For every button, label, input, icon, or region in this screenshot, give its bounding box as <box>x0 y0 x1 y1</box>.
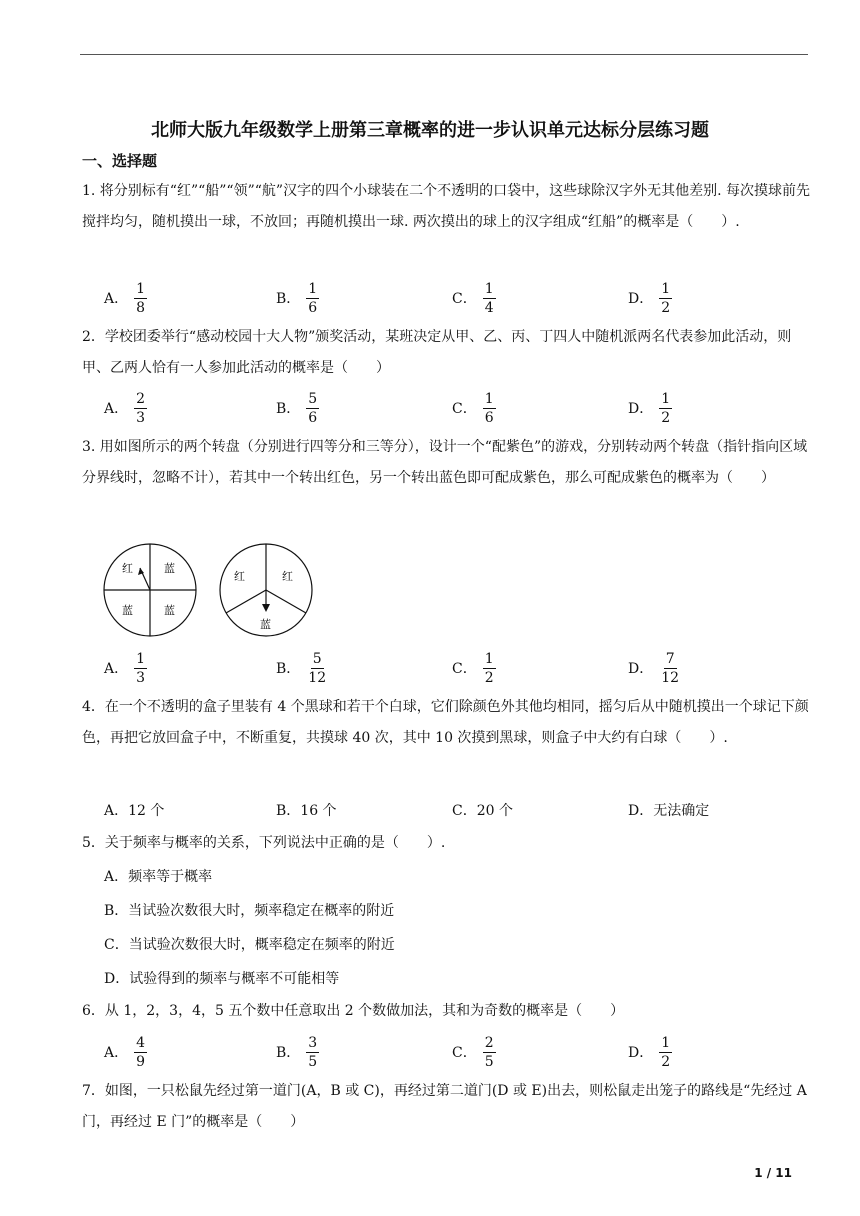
option-d <box>628 646 681 690</box>
fraction: $\frac{1}{8}$ <box>136 280 146 316</box>
option-c <box>452 276 496 320</box>
option-a <box>104 646 147 690</box>
question-2-text: 2．学校团委举行“感动校园十大人物”颁奖活动，某班决定从甲、乙、丙、丁四人中随机派两名代表参加此活动，则甲、乙两人恰有一人参加此活动的概率是（ ） <box>82 329 792 376</box>
option-d <box>628 386 672 430</box>
option-d: D． 无法确定 <box>628 803 710 819</box>
sector-label: 蓝 <box>122 604 133 617</box>
fraction: $\frac{2}{3}$ <box>136 390 146 426</box>
option-label: B． <box>276 401 301 417</box>
fraction: $\frac{1}{3}$ <box>136 650 146 686</box>
option-label: C． <box>452 291 477 307</box>
option-label: D． <box>628 1045 654 1061</box>
option-label: B． <box>276 291 301 307</box>
option-label: A． <box>104 1045 129 1061</box>
option-label: C． <box>452 1045 477 1061</box>
fraction: $\frac{7}{12}$ <box>661 650 680 686</box>
option-a <box>104 386 147 430</box>
question-7-text: 7．如图，一只松鼠先经过第一道门(A，B 或 C)，再经过第二道门(D 或 E)出去，则松鼠走出笼子的路线是“先经过 A 门，再经过 E 门”的概率是（ ） <box>82 1083 807 1130</box>
option-a: A． 12 个 <box>104 803 165 819</box>
sector-label: 红 <box>282 570 293 583</box>
option-d <box>628 1030 672 1074</box>
option-c: C． 20 个 <box>452 803 513 819</box>
fraction: $\frac{1}{2}$ <box>661 1034 671 1070</box>
option-label: D． <box>628 401 654 417</box>
option-label: D． <box>628 661 654 677</box>
option-d <box>628 276 672 320</box>
option-b: B．当试验次数很大时，频率稳定在概率的附近 <box>104 903 395 919</box>
sector-label: 蓝 <box>164 562 175 575</box>
question-4-text: 4．在一个不透明的盒子里装有 4 个黑球和若干个白球，它们除颜色外其他均相同，摇匀后从中随机摸出一个球记下颜色，再把它放回盒子中，不断重复，共摸球 40 次，其中 10 次摸到黑球，则盒子中大约有白球（ ）. <box>82 699 809 746</box>
option-d: D．试验得到的频率与概率不可能相等 <box>104 971 340 987</box>
question-6-options <box>104 1030 804 1074</box>
question-2-options <box>104 386 804 430</box>
fraction: $\frac{1}{2}$ <box>484 650 494 686</box>
option-label: B． <box>276 1045 301 1061</box>
option-c <box>452 1030 496 1074</box>
option-label: C． <box>452 401 477 417</box>
option-b: B． 16 个 <box>276 803 337 819</box>
option-c: C．当试验次数很大时，概率稳定在频率的附近 <box>104 937 395 953</box>
sector-label: 红 <box>234 570 245 583</box>
fraction: $\frac{1}{6}$ <box>308 280 318 316</box>
option-a <box>104 1030 147 1074</box>
option-b <box>276 386 319 430</box>
question-4-options <box>104 788 804 832</box>
option-label: C． <box>452 661 477 677</box>
spinner-figure <box>100 540 320 640</box>
question-5-text: 5．关于频率与概率的关系，下列说法中正确的是（ ）. <box>82 835 446 851</box>
document-title: 北师大版九年级数学上册第三章概率的进一步认识单元达标分层练习题 <box>151 120 709 141</box>
fraction: $\frac{1}{2}$ <box>661 390 671 426</box>
option-label: A． <box>104 291 129 307</box>
fraction: $\frac{2}{5}$ <box>484 1034 494 1070</box>
question-3-text: 3. 用如图所示的两个转盘（分别进行四等分和三等分），设计一个“配紫色”的游戏，分别转动两个转盘（指针指向区域分界线时，忽略不计），若其中一个转出红色，另一个转出蓝色即可配成紫色，那么可配成紫色的概率为（ ） <box>82 439 808 486</box>
fraction: $\frac{1}{2}$ <box>661 280 671 316</box>
fraction: $\frac{5}{6}$ <box>308 390 318 426</box>
question-6-text: 6．从 1，2，3，4，5 五个数中任意取出 2 个数做加法，其和为奇数的概率是（ ） <box>82 1003 625 1019</box>
option-b <box>276 276 319 320</box>
option-c <box>452 386 496 430</box>
fraction: $\frac{4}{9}$ <box>136 1034 146 1070</box>
sector-label: 蓝 <box>164 604 175 617</box>
fraction: $\frac{3}{5}$ <box>308 1034 318 1070</box>
option-label: A． <box>104 401 129 417</box>
question-3-options <box>104 646 804 690</box>
option-label: A． <box>104 661 129 677</box>
fraction: $\frac{1}{6}$ <box>484 390 494 426</box>
spinner-four-part <box>104 544 196 636</box>
sector-label: 红 <box>122 562 133 575</box>
fraction: $\frac{5}{12}$ <box>308 650 327 686</box>
option-label: B． <box>276 661 301 677</box>
spinner-three-part <box>220 544 312 636</box>
option-a <box>104 276 147 320</box>
page-indicator: 1 / 11 <box>754 1166 792 1180</box>
fraction: $\frac{1}{4}$ <box>484 280 494 316</box>
option-b <box>276 1030 319 1074</box>
option-c <box>452 646 496 690</box>
sector-label: 蓝 <box>260 618 271 631</box>
option-label: D． <box>628 291 654 307</box>
option-b <box>276 646 328 690</box>
question-1-options <box>104 276 804 320</box>
section-heading: 一、选择题 <box>82 152 158 170</box>
option-a: A．频率等于概率 <box>104 869 213 885</box>
header-rule <box>80 54 808 55</box>
question-1-text: 1. 将分别标有“红”“船”“领”“航”汉字的四个小球装在二个不透明的口袋中，这些球除汉字外无其他差别. 每次摸球前先搅拌均匀，随机摸出一球，不放回；再随机摸出一球. 两次摸出的球上的汉字组成“红船”的概率是（ ）. <box>82 183 810 230</box>
